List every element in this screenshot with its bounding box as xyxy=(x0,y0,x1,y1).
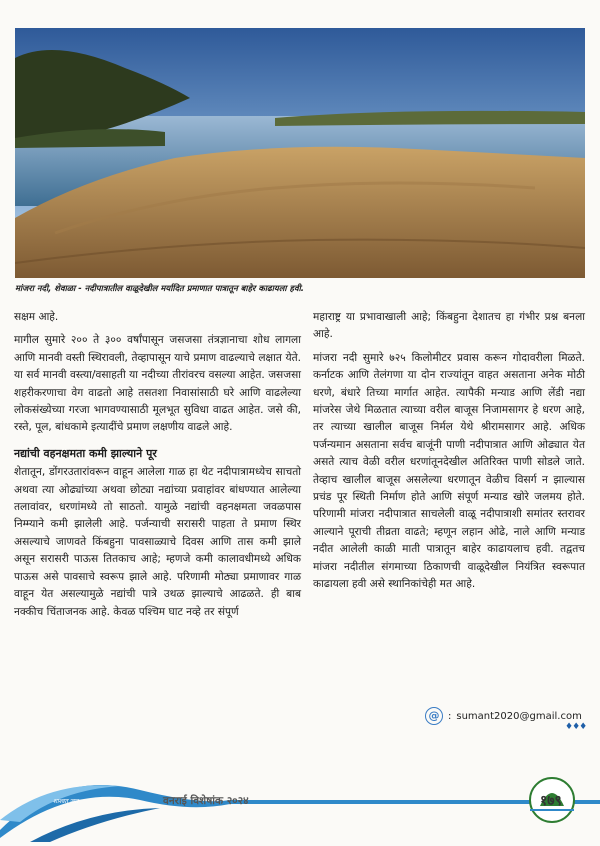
right-column xyxy=(313,309,585,600)
email-prefix: : xyxy=(448,710,452,722)
paragraph: शेतातून, डोंगरउतारांवरून वाहून आलेला गाळ हा थेट नदीपात्रामध्येच साचतो अथवा त्या ओढ्यांच्या अथवा छोट्या नद्यांच्या प्रवाहांवर बांधण्यात आलेल्या तलावांवर, धरणांमध्ये तो साठतो. यामुळे नद्यांची वहनक्षमता जवळपास निम्म्याने कमी झालेली आहे. पर्जन्याची सरासरी पाहता ते प्रमाण स्थिर असल्याचे जाणवते किंबहुना पावसाळ्याचे दिवस आणि तास कमी झाले असून सरासरी पाऊस तितकाच आहे; म्हणजे कमी कालावधीमध्ये अधिक पाऊस असे पावसाचे स्वरूप झाले आहे. परिणामी मोठ्या प्रमाणावर गाळ वाहून येत असल्यामुळे नद्यांची पात्रे उथळ झाल्याचे आढळते. ही बाब नक्कीच चिंताजनक आहे. केवळ पश्चिम घाट नव्हे तर संपूर्ण xyxy=(14,466,301,618)
magazine-title: वनराई विशेषांक २०२४ xyxy=(163,795,249,807)
at-icon: @ xyxy=(425,707,443,725)
page-footer xyxy=(0,760,600,842)
paragraph: सक्षम आहे. xyxy=(14,311,59,323)
author-email[interactable] xyxy=(425,707,582,725)
page-number: १७९ xyxy=(540,793,562,809)
photo-caption: मांजरा नदी, शेवाळा - नदीपात्रातील वाळूदेखील मर्यादित प्रमाणात पात्रातून बाहेर काढायला हवी. xyxy=(15,283,304,293)
paragraph: मांजरा नदी सुमारे ७२५ किलोमीटर प्रवास करून गोदावरीला मिळते. कर्नाटक आणि तेलंगणा या दोन राज्यांतून वाहत असताना अनेक मोठी धरणे, बंधारे तिच्या मार्गात आहेत. त्यापैकी मन्याड आणि लेंडी नद्या मांजरेस जेथे मिळतात त्याच्या वरील बाजूस निजामसागर हे धरण आहे, तर त्याच्या खालील बाजूस निर्मल येथे श्रीरामसागर आहे. अधिक पर्जन्यमान असताना सर्वच बाजूंनी पाणी नदीपात्रात आणि ओढ्यात येत असते त्याच वेळी वरील धरणांतूनदेखील अतिरिक्त पाणी सोडले जाते. तेव्हाच खालील बाजूस असलेल्या धरणातून वेळीच विसर्ग न झाल्यास प्रचंड पूर स्थिती निर्माण होते आणि संपूर्ण मन्याड खोरे जलमय होते. परिणामी मांजरा नदीपात्रात साचलेली वाळू नदीपात्राशी समांतर स्तरावर आल्याने पूराची तीव्रता वाढते; म्हणून लहान ओढे, नाले आणि मन्याड नदीत आलेली काळी माती पात्रातून बाहेर काढायलाच हवी. तद्वतच मांजरा नदीतील संगमाच्या ठिकाणची वाळूदेखील नियंत्रित स्वरूपात काढायला हवी असे स्थानिकांचेही मत आहे. xyxy=(313,351,585,591)
paragraph: महाराष्ट्र या प्रभावाखाली आहे; किंबहुना देशातच हा गंभीर प्रश्न बनला आहे. xyxy=(313,311,585,341)
water-drops-icon: ♦♦♦ xyxy=(565,722,587,732)
river-photo xyxy=(15,28,585,278)
footer-wave-icon xyxy=(0,760,600,842)
footer-logo-text: शाश्वत जल xyxy=(53,798,79,805)
left-column xyxy=(14,309,301,627)
paragraph: मागील सुमारे २०० ते ३०० वर्षांपासून जसजसा तंत्रज्ञानाचा शोध लागला आणि मानवी वस्ती स्थिरावली, तेव्हापासून याचे प्रमाण वाढल्याचे लक्षात येते. या सर्व मानवी वस्त्या/वसाहती या नदीच्या तीरांवरच वसल्या आहेत. जसजसा शहरीकरणाचा वेग वाढतो आहे तसतशा निवासांसाठी घरे आणि वाढलेल्या लोकसंख्येच्या गरजा भागवण्यासाठी मूलभूत सुविधा वाढत आहेत. जसे की, रस्ते, पूल, बांधकामे इत्यादींचे प्रमाण लक्षणीय वाढले आहे. xyxy=(14,334,301,434)
section-heading: नद्यांची वहनक्षमता कमी झाल्याने पूर xyxy=(14,446,157,460)
email-address[interactable]: sumant2020@gmail.com xyxy=(456,710,582,722)
